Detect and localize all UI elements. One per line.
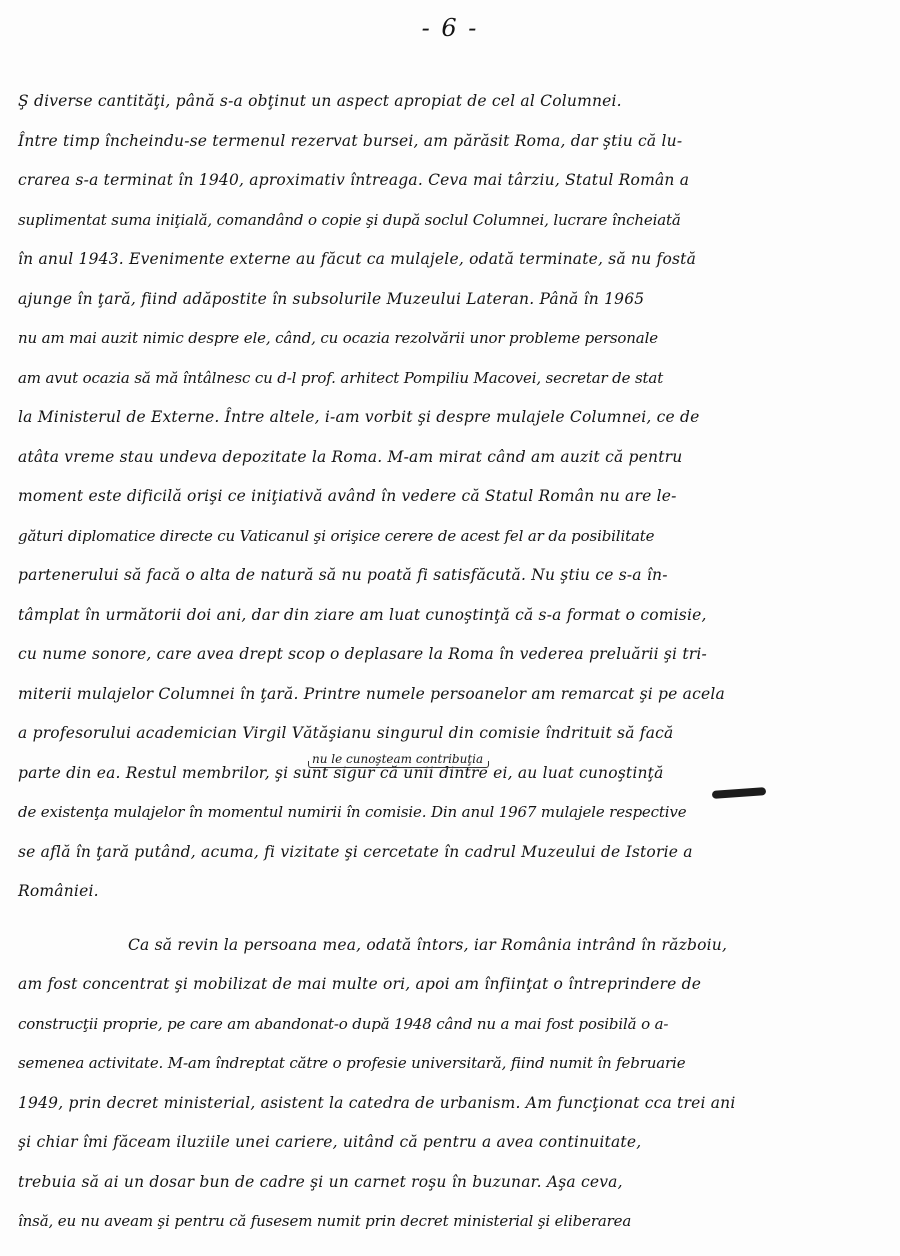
text-line: miterii mulajelor Columnei în ţară. Printre numele persoanelor am remarcat şi pe acela <box>18 684 725 703</box>
text-line: construcţii proprie, pe care am abandonat-o după 1948 când nu a mai fost posibilă o a- <box>18 1014 669 1033</box>
text-line: crarea s-a terminat în 1940, aproximativ întreaga. Ceva mai târziu, Statul Român a <box>18 171 690 189</box>
text-line: Între timp încheindu-se termenul rezervat bursei, am părăsit Roma, dar ştiu că lu- <box>18 131 683 150</box>
text-line: semenea activitate. M-am îndreptat către o profesie universitară, fiind numit în februarie <box>18 1054 686 1072</box>
text-line: cu nume sonore, care avea drept scop o deplasare la Roma în vederea preluării şi tri- <box>18 645 707 663</box>
paragraph-start-line: Ca să revin la persoana mea, odată întors, iar România intrând în războiu, <box>128 935 728 954</box>
text-line: moment este dificilă orişi ce iniţiativă având în vedere că Statul Român nu are le- <box>18 487 677 505</box>
text-line: 1949, prin decret ministerial, asistent la catedra de urbanism. Am funcţionat cca trei ani <box>18 1093 736 1112</box>
text-line: de existenţa mulajelor în momentul numirii în comisie. Din anul 1967 mulajele respective <box>18 803 687 821</box>
text-line: tâmplat în următorii doi ani, dar din ziare am luat cunoştinţă că s-a format o comisie, <box>18 605 707 624</box>
text-line: ajunge în ţară, fiind adăpostite în subsolurile Muzeului Lateran. Până în 1965 <box>18 289 645 308</box>
handwritten-text <box>18 86 890 1246</box>
text-line: Ş diverse cantităţi, până s-a obţinut un aspect apropiat de cel al Columnei. <box>18 92 622 110</box>
text-line: se află în ţară putând, acuma, fi vizitate şi cercetate în cadrul Muzeului de Istorie a <box>18 842 693 861</box>
page-number: - 6 - <box>421 14 479 42</box>
text-line: parte din ea. Restul membrilor, şi sunt sigur că unii dintre ei, au luat cunoştinţă <box>18 763 664 782</box>
text-line: în anul 1943. Evenimente externe au făcut ca mulajele, odată terminate, să nu fostă <box>18 250 697 268</box>
text-line: României. <box>18 882 99 900</box>
text-line: partenerului să facă o alta de natură să nu poată fi satisfăcută. Nu ştiu ce s-a în- <box>18 566 668 584</box>
text-line: atâta vreme stau undeva depozitate la Roma. M-am mirat când am auzit că pentru <box>18 447 683 466</box>
text-line: suplimentat suma iniţială, comandând o copie şi după soclul Columnei, lucrare încheiată <box>18 210 681 229</box>
text-line: a profesorului academician Virgil Vătăşianu singurul din comisie îndrituit să facă <box>18 724 674 742</box>
text-line: nu am mai auzit nimic despre ele, când, cu ocazia rezolvării unor probleme personale <box>18 329 658 347</box>
text-line: la Ministerul de Externe. Între altele, i-am vorbit şi despre mulajele Columnei, ce de <box>18 408 700 426</box>
text-line: am avut ocazia să mă întâlnesc cu d-l prof. arhitect Pompiliu Macovei, secretar de stat <box>18 368 664 387</box>
text-line: şi chiar îmi făceam iluziile unei cariere, uitând că pentru a avea continuitate, <box>18 1133 642 1151</box>
text-line: gături diplomatice directe cu Vaticanul şi orişice cerere de acest fel ar da posibilitate <box>18 526 655 545</box>
text-line: trebuia să ai un dosar bun de cadre şi un carnet roşu în buzunar. Aşa ceva, <box>18 1172 623 1191</box>
text-line: am fost concentrat şi mobilizat de mai multe ori, apoi am înfiinţat o întreprindere de <box>18 975 702 993</box>
interlinear-insertion: nu le cunoşteam contribuţia <box>312 752 484 766</box>
text-line: însă, eu nu aveam şi pentru că fusesem numit prin decret ministerial şi eliberarea <box>18 1212 632 1230</box>
